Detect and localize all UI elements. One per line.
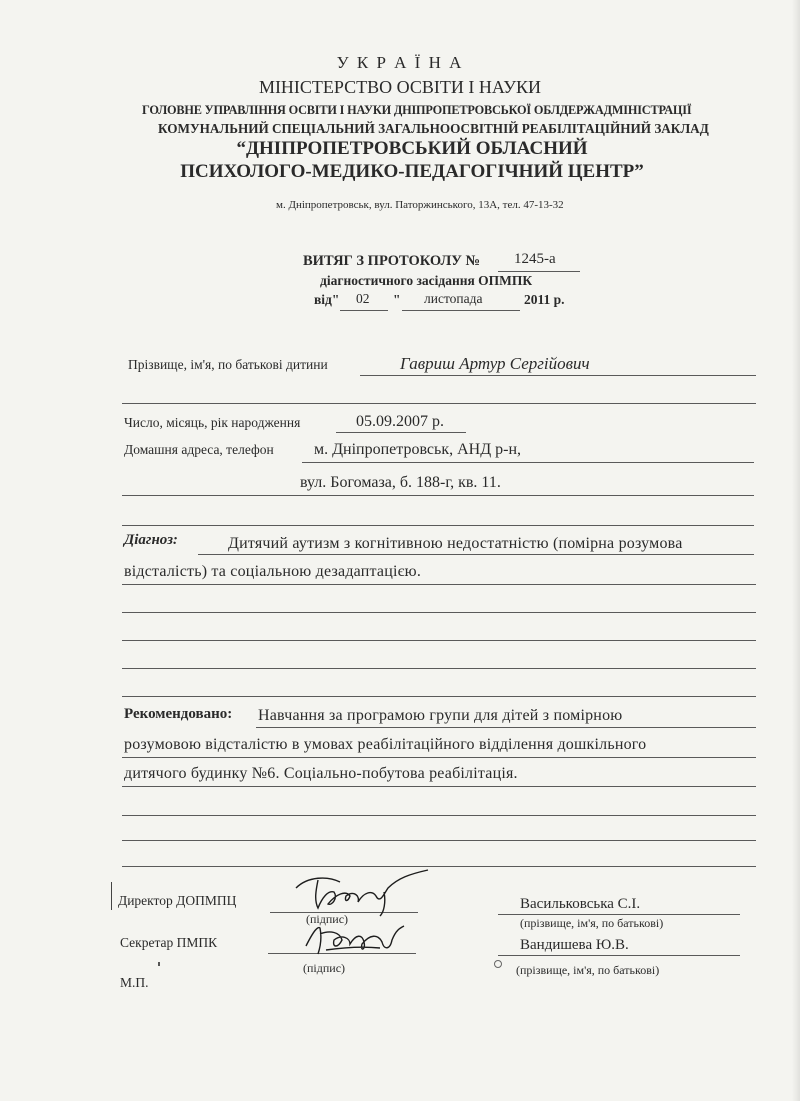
center-name-line2: ПСИХОЛОГО-МЕДИКО-ПЕДАГОГІЧНИЙ ЦЕНТР” bbox=[180, 161, 644, 182]
scan-edge-shadow bbox=[792, 0, 800, 1101]
address-value-line1: м. Дніпропетровськ, АНД р-н, bbox=[314, 441, 522, 458]
address-value-line2: вул. Богомаза, б. 188-г, кв. 11. bbox=[300, 474, 501, 491]
dob-label: Число, місяць, рік народження bbox=[124, 415, 301, 430]
department-heading: ГОЛОВНЕ УПРАВЛІННЯ ОСВІТИ І НАУКИ ДНІПРОПЕТРОВСЬКОЇ ОБЛДЕРЖАДМІНІСТРАЦІЇ bbox=[142, 103, 692, 117]
margin-mark bbox=[111, 882, 113, 910]
recommendation-line2: розумовою відсталістю в умовах реабілітаційного відділення дошкільного bbox=[124, 736, 647, 753]
diagnosis-line2: відсталість) та соціальною дезадаптацією. bbox=[124, 563, 422, 580]
child-name-value: Гавриш Артур Сергійович bbox=[400, 354, 590, 373]
ministry-heading: МІНІСТЕРСТВО ОСВІТИ І НАУКИ bbox=[258, 77, 542, 97]
director-label: Директор ДОПМПЦ bbox=[118, 893, 237, 908]
seal-mark bbox=[494, 960, 502, 968]
recommendation-line3: дитячого будинку №6. Соціально-побутова реабілітація. bbox=[124, 765, 518, 782]
date-month: листопада bbox=[424, 291, 483, 306]
recommendation-line1: Навчання за програмою групи для дітей з помірною bbox=[258, 707, 623, 724]
secretary-signature bbox=[300, 920, 410, 960]
date-day: 02 bbox=[356, 291, 370, 306]
diagnosis-label: Діагноз: bbox=[124, 532, 178, 548]
date-quote: " bbox=[393, 292, 401, 307]
date-prefix: від" bbox=[314, 292, 340, 307]
secretary-signature-caption: (підпис) bbox=[303, 961, 346, 975]
protocol-number: 1245-а bbox=[514, 251, 556, 267]
session-subtitle: діагностичного засідання ОПМПК bbox=[320, 273, 533, 288]
institution-heading: КОМУНАЛЬНИЙ СПЕЦІАЛЬНИЙ ЗАГАЛЬНООСВІТНІЙ РЕАБІЛІТАЦІЙНИЙ ЗАКЛАД bbox=[158, 121, 709, 136]
secretary-label: Секретар ПМПК bbox=[120, 935, 218, 950]
diagnosis-line1: Дитячий аутизм з когнітивною недостатністю (помірна розумова bbox=[228, 535, 683, 552]
director-signature-caption: (підпис) bbox=[306, 912, 349, 926]
child-name-label: Прізвище, ім'я, по батькові дитини bbox=[128, 357, 328, 372]
address-label: Домашня адреса, телефон bbox=[124, 442, 274, 457]
date-year: 2011 р. bbox=[524, 292, 565, 307]
center-name-line1: “ДНІПРОПЕТРОВСЬКИЙ ОБЛАСНИЙ bbox=[236, 138, 588, 159]
secretary-name-caption: (прізвище, ім'я, по батькові) bbox=[516, 963, 660, 977]
country-heading: У К Р А Ї Н А bbox=[336, 53, 464, 72]
protocol-label: ВИТЯГ З ПРОТОКОЛУ № bbox=[303, 253, 481, 269]
recommendation-label: Рекомендовано: bbox=[124, 706, 233, 722]
dob-value: 05.09.2007 р. bbox=[356, 413, 444, 430]
tick-mark bbox=[158, 962, 160, 966]
secretary-name: Вандишева Ю.В. bbox=[520, 937, 629, 953]
director-name: Васильковська С.І. bbox=[520, 896, 641, 912]
director-signature bbox=[288, 868, 438, 918]
center-address: м. Дніпропетровськ, вул. Паторжинського, 13А, тел. 47-13-32 bbox=[276, 199, 564, 211]
director-name-caption: (прізвище, ім'я, по батькові) bbox=[520, 916, 664, 930]
seal-label: М.П. bbox=[120, 975, 149, 990]
